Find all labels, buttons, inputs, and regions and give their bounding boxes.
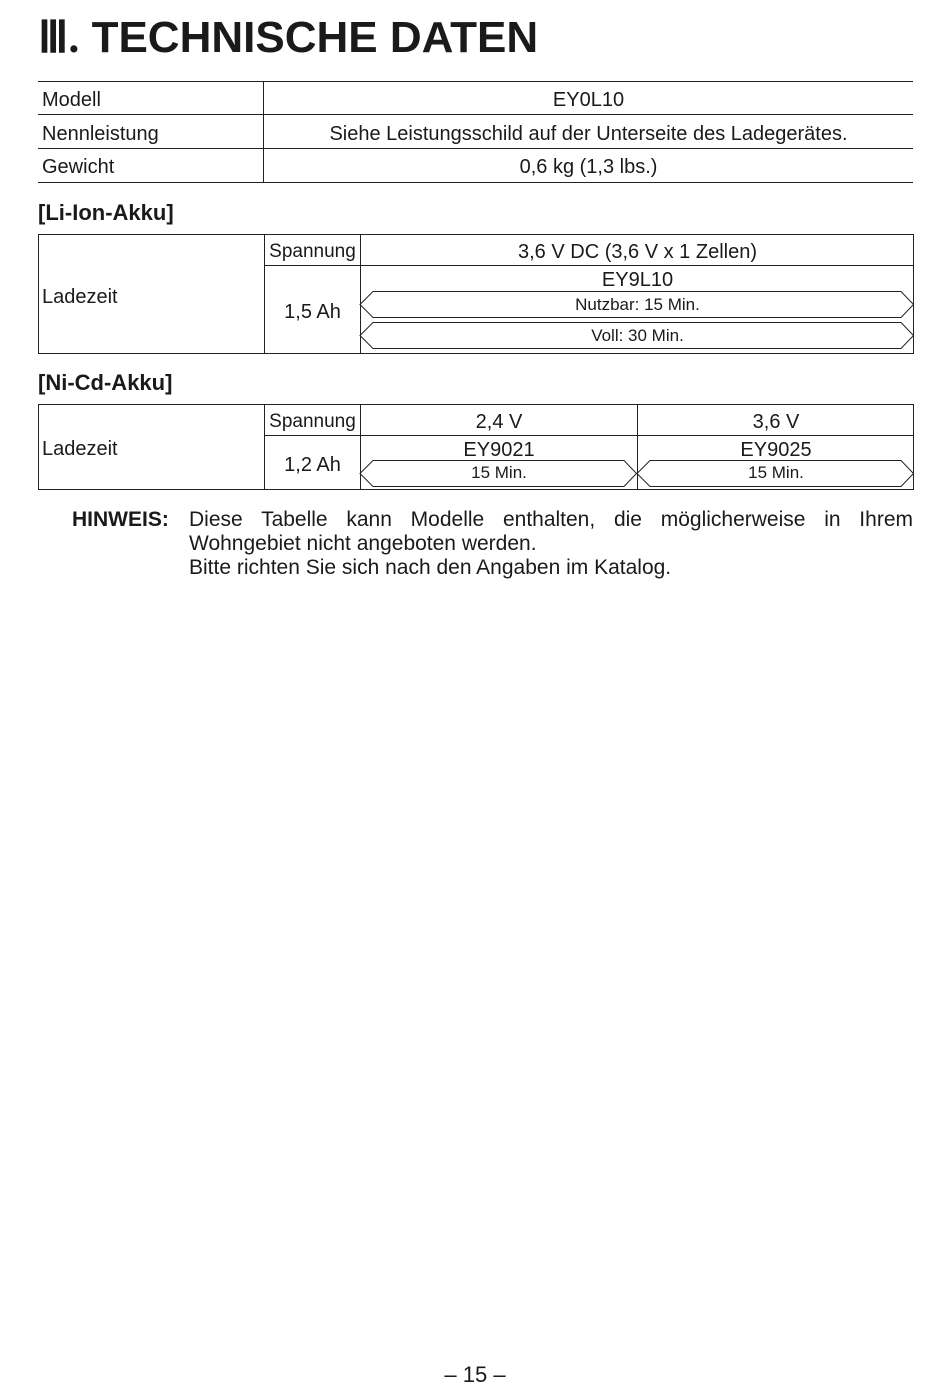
li-ion-usable-time: Nutzbar: 15 Min. xyxy=(575,295,700,314)
note-text: Diese Tabelle kann Modelle enthalten, die möglicherweise in Ihrem Wohngebiet nicht angeboten werden. xyxy=(189,508,913,555)
ni-cd-time-2: 15 Min. xyxy=(748,463,804,482)
li-ion-heading: [Li-Ion-Akku] xyxy=(38,200,174,225)
ni-cd-heading: [Ni-Cd-Akku] xyxy=(38,370,173,395)
li-ion-capacity: 1,5 Ah xyxy=(284,301,341,323)
table-rule xyxy=(264,265,914,266)
spec-label-rating: Nennleistung xyxy=(42,123,159,145)
spec-label-weight: Gewicht xyxy=(42,156,115,178)
page-title xyxy=(38,12,538,63)
ni-cd-voltage-label: Spannung xyxy=(269,411,356,432)
ni-cd-model-2: EY9025 xyxy=(740,439,812,461)
table-rule xyxy=(38,114,913,115)
li-ion-full-time: Voll: 30 Min. xyxy=(591,326,684,345)
li-ion-model: EY9L10 xyxy=(601,269,674,291)
spec-label-model: Modell xyxy=(42,89,101,111)
ni-cd-voltage-2: 3,6 V xyxy=(752,411,800,433)
ni-cd-row-label: Ladezeit xyxy=(42,438,118,460)
table-rule xyxy=(38,81,913,82)
li-ion-row-label: Ladezeit xyxy=(42,286,118,308)
li-ion-voltage-value: 3,6 V DC (3,6 V x 1 Zellen) xyxy=(518,241,757,263)
spec-value-weight: 0,6 kg (1,3 lbs.) xyxy=(519,156,658,178)
ni-cd-model-1: EY9021 xyxy=(463,439,535,461)
section-numeral: Ⅲ. xyxy=(38,13,80,62)
li-ion-voltage-label: Spannung xyxy=(269,241,356,262)
ni-cd-time-1: 15 Min. xyxy=(471,463,527,482)
table-rule xyxy=(38,182,913,183)
section-title: TECHNISCHE DATEN xyxy=(91,13,539,62)
note-label: HINWEIS: xyxy=(72,508,169,531)
spec-value-rating: Siehe Leistungsschild auf der Unterseite des Ladegerätes. xyxy=(329,123,848,145)
page-number: – 15 – xyxy=(444,1362,506,1384)
table-rule xyxy=(264,435,914,436)
table-rule xyxy=(38,148,913,149)
ni-cd-capacity: 1,2 Ah xyxy=(284,454,341,476)
ni-cd-voltage-1: 2,4 V xyxy=(475,411,523,433)
note-text-2: Bitte richten Sie sich nach den Angaben im Katalog. xyxy=(189,556,672,579)
spec-value-model: EY0L10 xyxy=(552,89,625,111)
